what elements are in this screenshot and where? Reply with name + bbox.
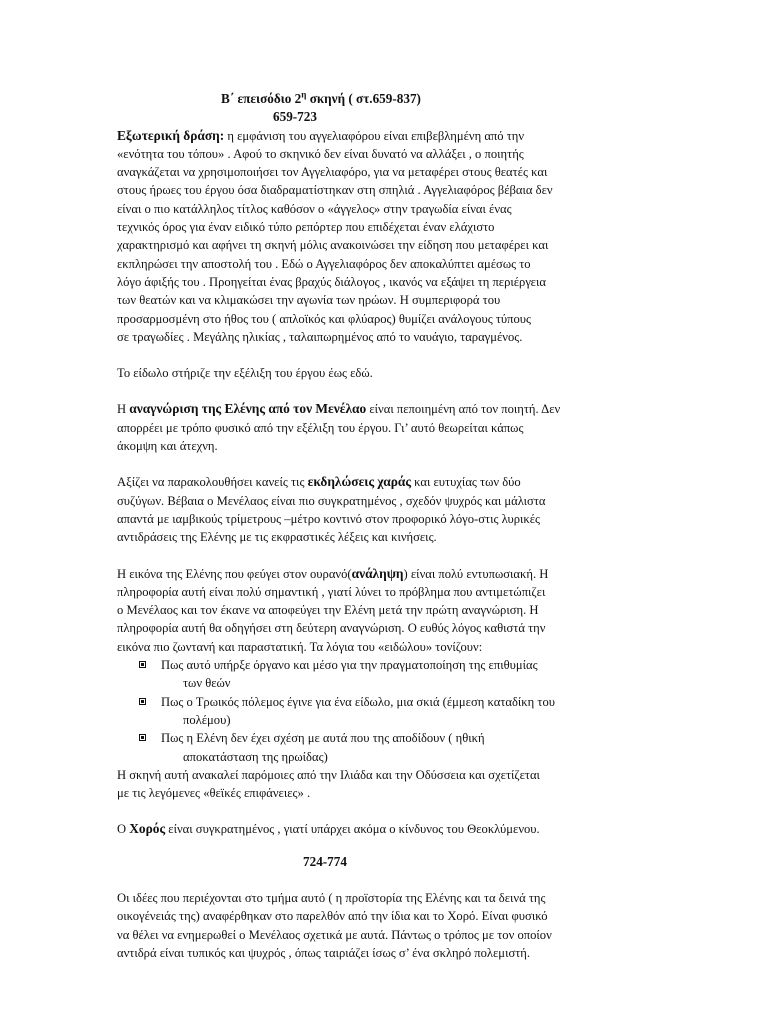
paragraph-chorus bbox=[117, 820, 653, 838]
document-body bbox=[117, 90, 653, 962]
term-joy: εκδηλώσεις χαράς bbox=[307, 474, 411, 490]
paragraph-idol: Το είδωλο στήριζε την εξέλιξη του έργου έως εδώ. bbox=[117, 366, 373, 381]
section-heading-659-723: 659-723 bbox=[273, 109, 317, 125]
text-line: στους ήρωες του έργου όσα διαδραματίστηκαν στη σπηλιά . Αγγελιαφόρος βέβαια δεν bbox=[117, 183, 553, 198]
text-line: με τις λεγόμενες «θεϊκές επιφάνειες» . bbox=[117, 786, 311, 801]
text-line: πληροφορία αυτή είναι πολύ σημαντική , γιατί λύνει το πρόβλημα που αντιμετώπιζει bbox=[117, 584, 546, 599]
text-line: Πως ο Τρωικός πόλεμος έγινε για ένα είδωλο, μια σκιά (έμμεση καταδίκη του bbox=[161, 694, 555, 709]
text-line: χαρακτηρισμό και αφήνει τη σκηνή μόλις ανακοινώσει την είδηση που μεταφέρει και bbox=[117, 238, 549, 253]
text-span: Αξίζει να παρακολουθήσει κανείς τις bbox=[117, 475, 308, 490]
text-line: εκπληρώσει την αποστολή του . Εδώ ο Αγγελιαφόρος δεν αποκαλύπτει αμέσως το bbox=[117, 256, 531, 271]
term-chorus: Χορός bbox=[129, 821, 166, 837]
text-line: πολέμου) bbox=[183, 712, 231, 727]
text-line: συζύγων. Βέβαια ο Μενέλαος είναι πιο συγκρατημένος , σχεδόν ψυχρός και μάλιστα bbox=[117, 493, 546, 508]
text-line: εικόνα πιο ζωντανή και παραστατική. Τα λόγια του «ειδώλου» τονίζουν: bbox=[117, 639, 483, 654]
bullet-square-icon bbox=[139, 734, 146, 741]
bullet-square-icon bbox=[139, 698, 146, 705]
text-span: Ο bbox=[117, 822, 130, 837]
text-line: λόγο άφιξής του . Προηγείται ένας βραχύς διάλογος , ικανός να εξάψει τη περιέργεια bbox=[117, 274, 546, 289]
text-line: η εμφάνιση του αγγελιαφόρου είναι επιβεβλημένη από την bbox=[224, 128, 525, 143]
text-line: σε τραγωδίες . Μεγάλης ηλικίας , ταλαιπωρημένος από το ναυάγιο, ταραγμένος. bbox=[117, 329, 523, 344]
text-line: Πως αυτό υπήρξε όργανο και μέσο για την πραγματοποίηση της επιθυμίας bbox=[161, 658, 538, 673]
scene-title-superscript: η bbox=[301, 89, 307, 100]
text-span: Η εικόνα της Ελένης που φεύγει στον ουρανό( bbox=[117, 566, 352, 581]
paragraph-epiphanies bbox=[117, 766, 653, 803]
bullet-square-icon bbox=[139, 661, 146, 668]
text-span: είναι συγκρατημένος , γιατί υπάρχει ακόμα ο κίνδυνος του Θεοκλύμενου. bbox=[165, 822, 540, 837]
text-span: ) είναι πολύ εντυπωσιακή. Η bbox=[403, 566, 549, 581]
scene-title-range: σκηνή ( στ.659-837) bbox=[306, 91, 421, 106]
term-recognition: αναγνώριση της Ελένης από τον Μενέλαο bbox=[129, 401, 367, 417]
paragraph-joy bbox=[117, 473, 653, 546]
list-item bbox=[139, 656, 653, 693]
text-line: Η σκηνή αυτή ανακαλεί παρόμοιες από την Ιλιάδα και την Οδύσσεια και σχετίζεται bbox=[117, 767, 540, 782]
text-line: άκομψη και άτεχνη. bbox=[117, 439, 218, 454]
list-item bbox=[139, 729, 653, 766]
text-line: απαντά με ιαμβικούς τρίμετρους –μέτρο κοντινό στον προφορικό λόγο-στις λυρικές bbox=[117, 511, 541, 526]
text-line: των θεατών και να κλιμακώσει την αγωνία των ηρώων. Η συμπεριφορά του bbox=[117, 293, 501, 308]
text-line: αντιδρά είναι τυπικός και ψυχρός , όπως ταιριάζει ίσως σ’ ένα σκληρό πολεμιστή. bbox=[117, 945, 531, 960]
text-line: να θέλει να ενημερωθεί ο Μενέλαος σχετικά με αυτά. Πάντως ο τρόπος με τον οποίον bbox=[117, 927, 552, 942]
text-line: «ενότητα του τόπου» . Αφού το σκηνικό δεν είναι δυνατό να αλλάξει , ο ποιητής bbox=[117, 146, 524, 161]
bullet-list bbox=[117, 656, 653, 766]
text-line: είναι ο πιο κατάλληλος τίτλος καθόσον ο «άγγελος» στην τραγωδία είναι ένας bbox=[117, 201, 512, 216]
text-line: ο Μενέλαος και τον έκανε να αποφεύγει την Ελένη μετά την πρώτη αναγνώριση. Η bbox=[117, 603, 539, 618]
list-item bbox=[139, 693, 653, 730]
text-span: Η bbox=[117, 402, 130, 417]
text-span: και ευτυχίας των δύο bbox=[411, 475, 521, 490]
text-line: Οι ιδέες που περιέχονται στο τμήμα αυτό ( η προϊστορία της Ελένης και τα δεινά της bbox=[117, 890, 546, 905]
text-line: αποκατάσταση της ηρωίδας) bbox=[183, 749, 328, 764]
text-line: των θεών bbox=[183, 676, 231, 691]
text-line: αντιδράσεις της Ελένης με τις εκφραστικές λέξεις και κινήσεις. bbox=[117, 530, 437, 545]
text-span: είναι πεποιημένη από τον ποιητή. Δεν bbox=[366, 402, 561, 417]
paragraph-recognition bbox=[117, 400, 653, 455]
paragraph-external-action bbox=[117, 127, 653, 347]
text-line: πληροφορία αυτή θα οδηγήσει στη δεύτερη αναγνώριση. Ο ευθύς λόγος καθιστά την bbox=[117, 621, 546, 636]
scene-title bbox=[221, 90, 653, 108]
text-line: προσαρμοσμένη στο ήθος του ( απλοϊκός και φλύαρος) θυμίζει ανάλογους τύπους bbox=[117, 311, 532, 326]
text-line: τεχνικός όρος για έναν ειδικό τύπο ρεπόρτερ που επιδέχεται έναν ελάχιστο bbox=[117, 220, 495, 235]
term-external-action: Εξωτερική δράση: bbox=[117, 127, 225, 143]
text-line: οικογένειάς της) αναφέρθηκαν στο παρελθόν από την ίδια και το Χορό. Είναι φυσικό bbox=[117, 909, 548, 924]
term-ascension: ανάληψη bbox=[351, 565, 404, 581]
text-line: απορρέει με τρόπο φυσικό από την εξέλιξη του έργου. Γι’ αυτό θεωρείται κάπως bbox=[117, 420, 524, 435]
paragraph-ascension bbox=[117, 565, 653, 656]
section-heading-724-774: 724-774 bbox=[303, 853, 347, 869]
text-line: αναγκάζεται να χρησιμοποιήσει τον Αγγελιαφόρο, για να μεταφέρει στους θεατές και bbox=[117, 165, 548, 180]
paragraph-ideas bbox=[117, 889, 653, 962]
text-line: Πως η Ελένη δεν έχει σχέση με αυτά που της αποδίδουν ( ηθική bbox=[161, 731, 485, 746]
scene-title-text: Β΄ επεισόδιο 2 bbox=[221, 91, 302, 106]
